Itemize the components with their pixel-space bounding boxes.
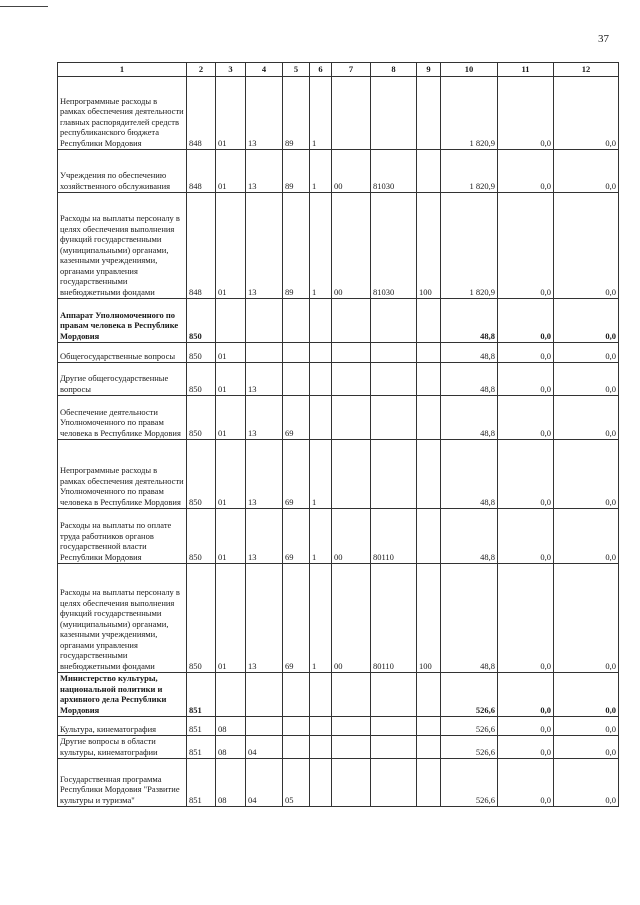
table-row <box>58 673 619 717</box>
table-row <box>58 440 619 509</box>
table-row <box>58 343 619 363</box>
expense-type-code: 100 <box>417 193 441 299</box>
subprogram-code <box>310 343 332 363</box>
table-row <box>58 717 619 736</box>
subprogram-code <box>310 396 332 440</box>
program-code <box>283 717 310 736</box>
target-article-code <box>371 396 417 440</box>
amount-year-3: 0,0 <box>554 440 619 509</box>
column-header: 12 <box>554 63 619 77</box>
table-row <box>58 396 619 440</box>
table-row <box>58 193 619 299</box>
expense-type-code <box>417 440 441 509</box>
expense-type-code <box>417 759 441 807</box>
direction-code: 00 <box>332 150 371 193</box>
program-code <box>283 299 310 343</box>
subprogram-code <box>310 673 332 717</box>
expense-name: Другие вопросы в области культуры, кинематографии <box>58 736 187 759</box>
amount-year-2: 0,0 <box>498 193 554 299</box>
subprogram-code <box>310 299 332 343</box>
expense-name: Расходы на выплаты персоналу в целях обеспечения выполнения функций государственными (муниципальными) органами, казенными учреждениями, органами управления государственными внебюджетными фондами <box>58 193 187 299</box>
program-code: 89 <box>283 77 310 150</box>
target-article-code: 81030 <box>371 150 417 193</box>
amount-year-1: 48,8 <box>441 564 498 673</box>
amount-year-1: 48,8 <box>441 363 498 396</box>
table-row <box>58 363 619 396</box>
target-article-code <box>371 717 417 736</box>
column-header: 2 <box>187 63 216 77</box>
ministry-code: 851 <box>187 736 216 759</box>
expense-name: Учреждения по обеспечению хозяйственного обслуживания <box>58 150 187 193</box>
amount-year-1: 1 820,9 <box>441 77 498 150</box>
subprogram-code <box>310 759 332 807</box>
expense-name: Общегосударственные вопросы <box>58 343 187 363</box>
program-code: 69 <box>283 440 310 509</box>
table-row <box>58 299 619 343</box>
program-code <box>283 343 310 363</box>
amount-year-1: 526,6 <box>441 759 498 807</box>
section-code <box>216 673 246 717</box>
section-code: 01 <box>216 509 246 564</box>
ministry-code: 848 <box>187 150 216 193</box>
column-header: 10 <box>441 63 498 77</box>
amount-year-1: 526,6 <box>441 736 498 759</box>
column-header: 3 <box>216 63 246 77</box>
expense-name: Министерство культуры, национальной политики и архивного дела Республики Мордовия <box>58 673 187 717</box>
program-code: 89 <box>283 193 310 299</box>
section-code: 01 <box>216 77 246 150</box>
amount-year-2: 0,0 <box>498 717 554 736</box>
program-code: 05 <box>283 759 310 807</box>
amount-year-3: 0,0 <box>554 717 619 736</box>
direction-code <box>332 343 371 363</box>
program-code: 69 <box>283 509 310 564</box>
ministry-code: 850 <box>187 509 216 564</box>
amount-year-3: 0,0 <box>554 396 619 440</box>
subprogram-code: 1 <box>310 440 332 509</box>
ministry-code: 850 <box>187 564 216 673</box>
direction-code <box>332 440 371 509</box>
target-article-code <box>371 77 417 150</box>
expense-type-code <box>417 363 441 396</box>
amount-year-3: 0,0 <box>554 193 619 299</box>
column-header: 6 <box>310 63 332 77</box>
section-code: 08 <box>216 736 246 759</box>
target-article-code: 80110 <box>371 509 417 564</box>
direction-code <box>332 736 371 759</box>
program-code <box>283 363 310 396</box>
subsection-code: 13 <box>246 363 283 396</box>
subsection-code <box>246 299 283 343</box>
target-article-code <box>371 440 417 509</box>
section-code: 01 <box>216 343 246 363</box>
expense-type-code <box>417 77 441 150</box>
section-code: 01 <box>216 440 246 509</box>
page-number: 37 <box>598 33 609 45</box>
expense-type-code <box>417 736 441 759</box>
ministry-code: 851 <box>187 717 216 736</box>
subsection-code <box>246 717 283 736</box>
subsection-code: 04 <box>246 736 283 759</box>
target-article-code: 81030 <box>371 193 417 299</box>
expense-name: Государственная программа Республики Мордовия "Развитие культуры и туризма" <box>58 759 187 807</box>
expense-name: Обеспечение деятельности Уполномоченного по правам человека в Республике Мордовия <box>58 396 187 440</box>
column-header: 4 <box>246 63 283 77</box>
target-article-code <box>371 363 417 396</box>
amount-year-2: 0,0 <box>498 673 554 717</box>
amount-year-3: 0,0 <box>554 299 619 343</box>
amount-year-2: 0,0 <box>498 396 554 440</box>
expense-type-code <box>417 150 441 193</box>
table-row <box>58 509 619 564</box>
section-code: 01 <box>216 564 246 673</box>
direction-code: 00 <box>332 193 371 299</box>
amount-year-2: 0,0 <box>498 343 554 363</box>
amount-year-1: 526,6 <box>441 717 498 736</box>
target-article-code <box>371 299 417 343</box>
amount-year-1: 48,8 <box>441 299 498 343</box>
amount-year-3: 0,0 <box>554 509 619 564</box>
direction-code <box>332 363 371 396</box>
amount-year-2: 0,0 <box>498 363 554 396</box>
section-code: 01 <box>216 150 246 193</box>
section-code <box>216 299 246 343</box>
ministry-code: 850 <box>187 343 216 363</box>
ministry-code: 850 <box>187 363 216 396</box>
section-code: 01 <box>216 396 246 440</box>
section-code: 08 <box>216 717 246 736</box>
expense-name: Культура, кинематография <box>58 717 187 736</box>
subprogram-code <box>310 717 332 736</box>
ministry-code: 848 <box>187 77 216 150</box>
table-header-row <box>58 63 619 77</box>
target-article-code <box>371 759 417 807</box>
target-article-code: 80110 <box>371 564 417 673</box>
program-code: 69 <box>283 396 310 440</box>
subprogram-code: 1 <box>310 193 332 299</box>
table-row <box>58 736 619 759</box>
ministry-code: 851 <box>187 673 216 717</box>
target-article-code <box>371 736 417 759</box>
direction-code <box>332 717 371 736</box>
amount-year-3: 0,0 <box>554 759 619 807</box>
subprogram-code: 1 <box>310 77 332 150</box>
ministry-code: 851 <box>187 759 216 807</box>
subsection-code: 13 <box>246 509 283 564</box>
direction-code <box>332 673 371 717</box>
amount-year-2: 0,0 <box>498 509 554 564</box>
expense-type-code <box>417 509 441 564</box>
amount-year-3: 0,0 <box>554 673 619 717</box>
column-header: 8 <box>371 63 417 77</box>
budget-table <box>57 62 619 807</box>
expense-type-code: 100 <box>417 564 441 673</box>
amount-year-1: 526,6 <box>441 673 498 717</box>
amount-year-1: 48,8 <box>441 343 498 363</box>
direction-code: 00 <box>332 564 371 673</box>
subsection-code <box>246 343 283 363</box>
amount-year-3: 0,0 <box>554 736 619 759</box>
table-row <box>58 77 619 150</box>
target-article-code <box>371 343 417 363</box>
subsection-code: 13 <box>246 193 283 299</box>
amount-year-1: 48,8 <box>441 509 498 564</box>
subsection-code: 13 <box>246 77 283 150</box>
amount-year-2: 0,0 <box>498 564 554 673</box>
program-code: 69 <box>283 564 310 673</box>
ministry-code: 850 <box>187 440 216 509</box>
amount-year-2: 0,0 <box>498 759 554 807</box>
subprogram-code: 1 <box>310 150 332 193</box>
amount-year-2: 0,0 <box>498 736 554 759</box>
subsection-code: 13 <box>246 150 283 193</box>
ministry-code: 850 <box>187 396 216 440</box>
expense-name: Расходы на выплаты по оплате труда работников органов государственной власти Республики Мордовия <box>58 509 187 564</box>
subsection-code: 13 <box>246 564 283 673</box>
section-code: 01 <box>216 193 246 299</box>
expense-name: Аппарат Уполномоченного по правам человека в Республике Мордовия <box>58 299 187 343</box>
subprogram-code <box>310 363 332 396</box>
program-code <box>283 673 310 717</box>
expense-type-code <box>417 299 441 343</box>
amount-year-1: 1 820,9 <box>441 150 498 193</box>
subprogram-code: 1 <box>310 564 332 673</box>
amount-year-3: 0,0 <box>554 343 619 363</box>
table-row <box>58 564 619 673</box>
amount-year-3: 0,0 <box>554 77 619 150</box>
subsection-code: 13 <box>246 440 283 509</box>
column-header: 1 <box>58 63 187 77</box>
subsection-code <box>246 673 283 717</box>
amount-year-3: 0,0 <box>554 363 619 396</box>
target-article-code <box>371 673 417 717</box>
subprogram-code <box>310 736 332 759</box>
column-header: 9 <box>417 63 441 77</box>
amount-year-1: 48,8 <box>441 396 498 440</box>
expense-type-code <box>417 673 441 717</box>
program-code: 89 <box>283 150 310 193</box>
expense-name: Другие общегосударственные вопросы <box>58 363 187 396</box>
subsection-code: 04 <box>246 759 283 807</box>
column-header: 11 <box>498 63 554 77</box>
direction-code <box>332 759 371 807</box>
amount-year-3: 0,0 <box>554 564 619 673</box>
direction-code: 00 <box>332 509 371 564</box>
subprogram-code: 1 <box>310 509 332 564</box>
table-row <box>58 759 619 807</box>
amount-year-2: 0,0 <box>498 150 554 193</box>
amount-year-2: 0,0 <box>498 299 554 343</box>
direction-code <box>332 299 371 343</box>
expense-type-code <box>417 717 441 736</box>
expense-type-code <box>417 396 441 440</box>
direction-code <box>332 77 371 150</box>
scan-edge-line <box>0 6 48 7</box>
section-code: 08 <box>216 759 246 807</box>
expense-name: Непрограммные расходы в рамках обеспечения деятельности главных распорядителей средств республиканского бюджета Республики Мордовия <box>58 77 187 150</box>
amount-year-3: 0,0 <box>554 150 619 193</box>
ministry-code: 850 <box>187 299 216 343</box>
expense-name: Расходы на выплаты персоналу в целях обеспечения выполнения функций государственными (муниципальными) органами, казенными учреждениями, органами управления государственными внебюджетными фондами <box>58 564 187 673</box>
section-code: 01 <box>216 363 246 396</box>
column-header: 5 <box>283 63 310 77</box>
subsection-code: 13 <box>246 396 283 440</box>
amount-year-2: 0,0 <box>498 77 554 150</box>
amount-year-1: 48,8 <box>441 440 498 509</box>
program-code <box>283 736 310 759</box>
table-row <box>58 150 619 193</box>
amount-year-2: 0,0 <box>498 440 554 509</box>
expense-type-code <box>417 343 441 363</box>
amount-year-1: 1 820,9 <box>441 193 498 299</box>
direction-code <box>332 396 371 440</box>
column-header: 7 <box>332 63 371 77</box>
expense-name: Непрограммные расходы в рамках обеспечения деятельности Уполномоченного по правам человека в Республике Мордовия <box>58 440 187 509</box>
ministry-code: 848 <box>187 193 216 299</box>
